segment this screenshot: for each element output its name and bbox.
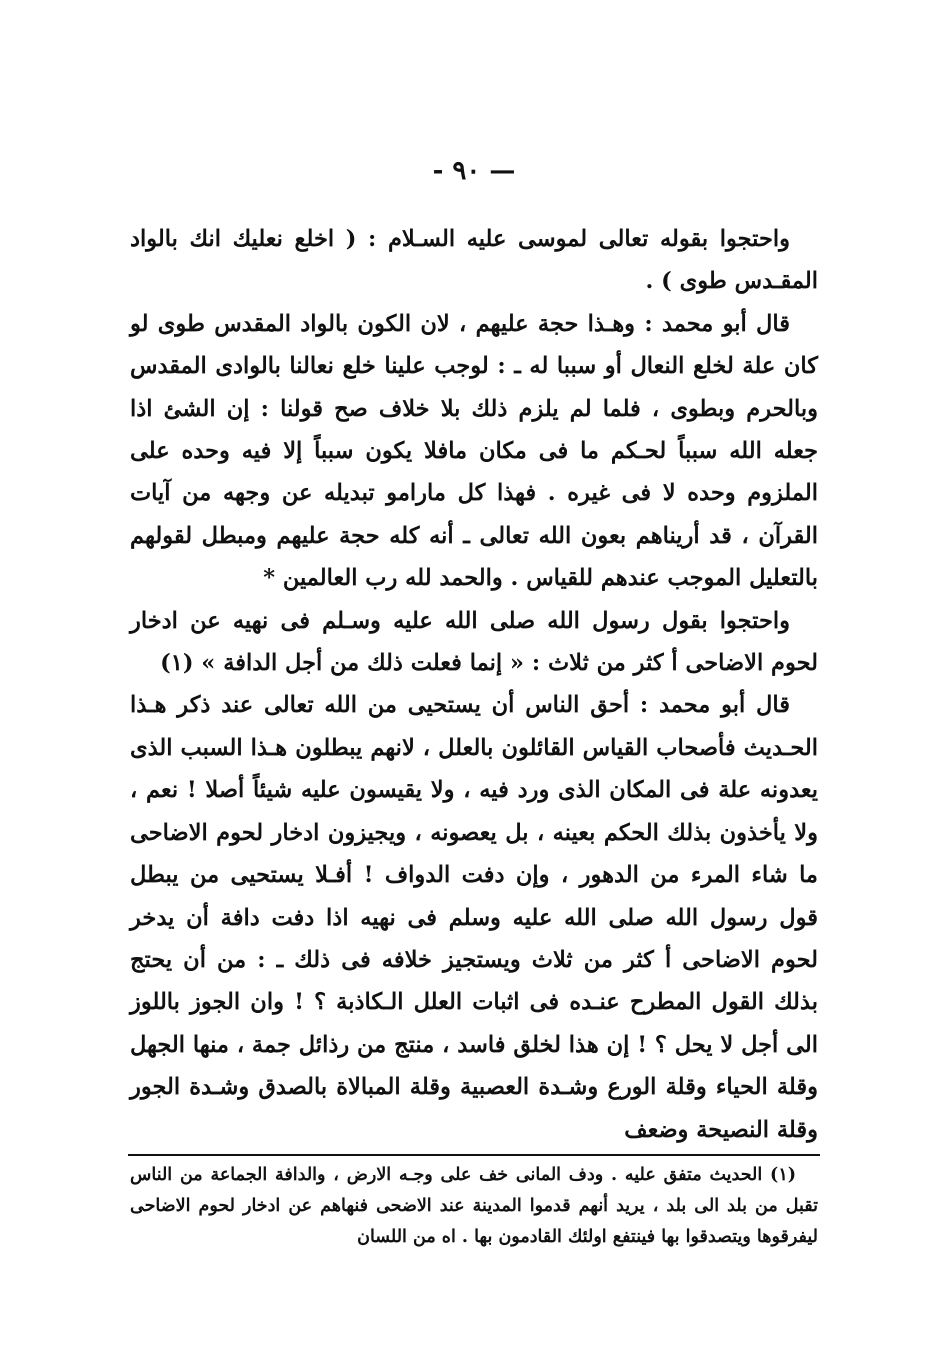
footnote-divider: [128, 1154, 820, 1156]
body-text: [130, 218, 818, 1151]
footnote-1: (١) الحديث متفق عليه . ودف المانى خف على وجـه الارض ، والدافة الجماعة من الناس تقبل من بلد الى بلد ، يريد أنهم قدموا المدينة عند الاضحى فنهاهم عن ادخار لحوم الاضاحى ليفرقوها ويتصدقوا بها فينتفع اولئك القادمون بها . اه من اللسان: [130, 1165, 818, 1247]
paragraph-4: قال أبو محمد : أحق الناس أن يستحيى من الله تعالى عند ذكر هـذا الحـديث فأصحاب القياس القائلون بالعلل ، لانهم يبطلون هـذا السبب الذى يعدونه علة فى المكان الذى ورد فيه ، ولا يقيسون عليه شيئاً أصلا ! نعم ، ولا يأخذون بذلك الحكم بعينه ، بل يعصونه ، ويجيزون ادخار لحوم الاضاحى ما شاء المرء من الدهور ، وإن دفت الدواف ! أفـلا يستحيى من يبطل قول رسول الله صلى الله عليه وسلم فى نهيه اذا دفت دافة أن يدخر لحوم الاضاحى أ كثر من ثلاث ويستجيز خلافه فى ذلك ـ : من أن يحتج بذلك القول المطرح عنـده فى اثبات العلل الـكاذبة ؟ ! وان الجوز باللوز الى أجل لا يحل ؟ ! إن هذا لخلق فاسد ، منتج من رذائل جمة ، منها الجهل وقلة الحياء وقلة الورع وشـدة العصبية وقلة المبالاة بالصدق وشـدة الجور وقلة النصيحة وضعف: [130, 692, 818, 1143]
page-number: — ٩٠ -: [432, 156, 516, 186]
paragraph-3: واحتجوا بقول رسول الله صلى الله عليه وسـلم فى نهيه عن ادخار لحوم الاضاحى أ كثر من ثلاث : « إنما فعلت ذلك من أجل الدافة » (١): [130, 607, 818, 677]
footnotes: [130, 1160, 818, 1253]
paragraph-1: واحتجوا بقوله تعالى لموسى عليه السـلام : ( اخلع نعليك انك بالواد المقـدس طوى ) .: [130, 226, 818, 295]
paragraph-2: قال أبو محمد : وهـذا حجة عليهم ، لان الكون بالواد المقدس طوى لو كان علة لخلع النعال أو سببا له ـ : لوجب علينا خلع نعالنا بالوادى المقدس وبالحرم وبطوى ، فلما لم يلزم ذلك بلا خلاف صح قولنا : إن الشئ اذا جعله الله سبباً لحـكم ما فى مكان مافلا يكون سبباً إلا فيه وحده على الملزوم وحده لا فى غيره . فهذا كل مارامو تبديله عن وجهه من آيات القرآن ، قد أريناهم بعون الله تعالى ـ أنه كله حجة عليهم ومبطل لقولهم بالتعليل الموجب عندهم للقياس . والحمد لله رب العالمين *: [130, 310, 818, 592]
